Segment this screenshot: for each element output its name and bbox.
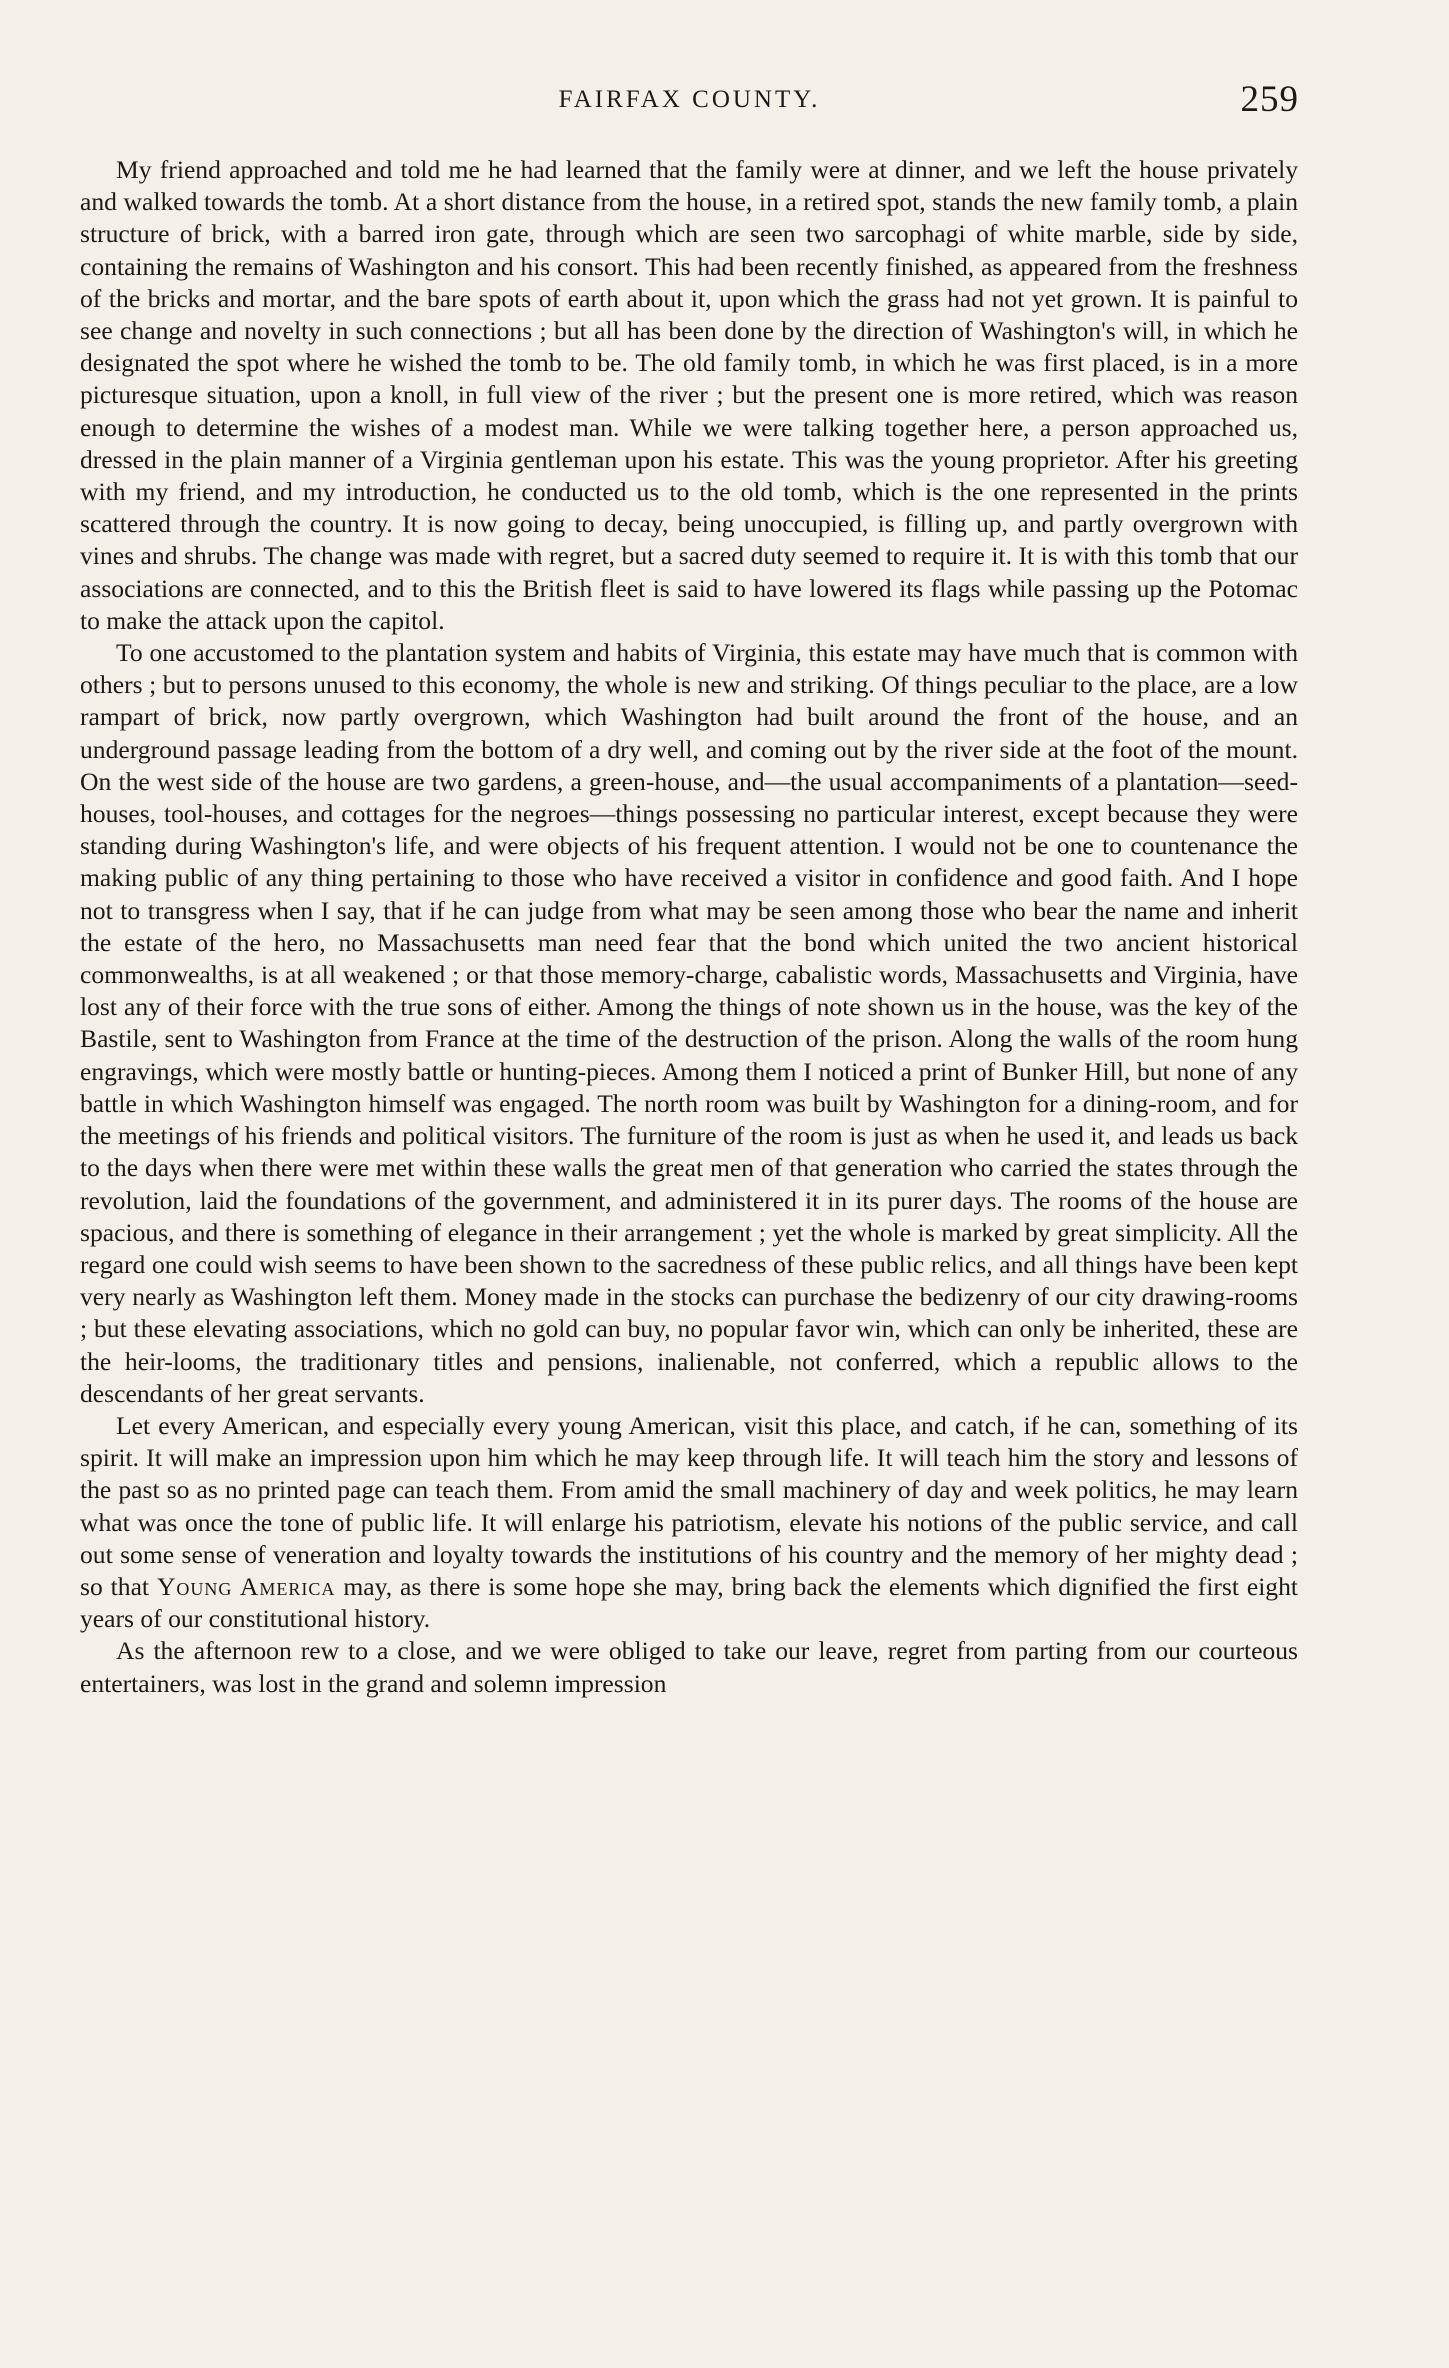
paragraph-young-america-text-before: Let every American, and especially every young American, visit this place, and catch, if he can, something of its spirit. It will make an impression upon him which he may keep through life. It will teach him the story and lessons of the past so as no printed page can teach them. From amid the small machinery of day and week politics, he may learn what was once the tone of public life. It will enlarge his patriotism, elevate his notions of the public service, and call out some sense of veneration and loyalty towards the institutions of his country and the memory of her mighty dead ; so that <box>80 1410 1298 1601</box>
page-header <box>80 78 1299 128</box>
paragraph-estate-description: To one accustomed to the plantation system and habits of Virginia, this estate may have much that is common with others ; but to persons unused to this economy, the whole is new and striking. Of things peculiar to the place, are a low rampart of brick, now partly overgrown, which Washington had built around the front of the house, and an underground passage leading from the bottom of a dry well, and coming out by the river side at the foot of the mount. On the west side of the house are two gardens, a green-house, and—the usual accompaniments of a plantation—seed-houses, tool-houses, and cottages for the negroes—things possessing no particular interest, except because they were standing during Washington's life, and were objects of his frequent attention. I would not be one to countenance the making public of any thing pertaining to those who have received a visitor in confidence and good faith. And I hope not to transgress when I say, that if he can judge from what may be seen among those who bear the name and inherit the estate of the hero, no Massachusetts man need fear that the bond which united the two ancient historical commonwealths, is at all weakened ; or that those memory-charge, cabalistic words, Massachusetts and Virginia, have lost any of their force with the true sons of either. Among the things of note shown us in the house, was the key of the Bastile, sent to Washington from France at the time of the destruction of the prison. Along the walls of the room hung engravings, which were mostly battle or hunting-pieces. Among them I noticed a print of Bunker Hill, but none of any battle in which Washington himself was engaged. The north room was built by Washington for a dining-room, and for the meetings of his friends and political visitors. The furniture of the room is just as when he used it, and leads us back to the days when there were met within these walls the great men of that generation who carried the states through the revolution, laid the foundations of the government, and administered it in its purer days. The rooms of the house are spacious, and there is something of elegance in their arrangement ; yet the whole is marked by great simplicity. All the regard one could wish seems to have been shown to the sacredness of these public relics, and all things have been kept very nearly as Washington left them. Money made in the stocks can purchase the bedizenry of our city drawing-rooms ; but these elevating associations, which no gold can buy, no popular favor win, which can only be inherited, these are the heir-looms, the traditionary titles and pensions, inalienable, not conferred, which a republic allows to the descendants of her great servants. <box>80 638 1298 1408</box>
body-text <box>80 154 1298 1700</box>
paragraph-afternoon: As the afternoon rew to a close, and we were obliged to take our leave, regret from parting from our courteous entertainers, was lost in the grand and solemn impression <box>80 1636 1298 1698</box>
paragraph-young-america-text-after: may, as there is some hope she may, bring back the elements which dignified the first eight years of our constitutional history. <box>80 1571 1299 1634</box>
paragraph-tomb-visit: My friend approached and told me he had learned that the family were at dinner, and we left the house privately and walked towards the tomb. At a short distance from the house, in a retired spot, stands the new family tomb, a plain structure of brick, with a barred iron gate, through which are seen two sarcophagi of white marble, side by side, containing the remains of Washington and his consort. This had been recently finished, as appeared from the freshness of the bricks and mortar, and the bare spots of earth about it, upon which the grass had not yet grown. It is painful to see change and novelty in such connections ; but all has been done by the direction of Washington's will, in which he designated the spot where he wished the tomb to be. The old family tomb, in which he was first placed, is in a more picturesque situation, upon a knoll, in full view of the river ; but the present one is more retired, which was reason enough to determine the wishes of a modest man. While we were talking together here, a person approached us, dressed in the plain manner of a Virginia gentleman upon his estate. This was the young proprietor. After his greeting with my friend, and my introduction, he conducted us to the old tomb, which is the one represented in the prints scattered through the country. It is now going to decay, being unoccupied, is filling up, and partly overgrown with vines and shrubs. The change was made with regret, but a sacred duty seemed to require it. It is with this tomb that our associations are connected, and to this the British fleet is said to have lowered its flags while passing up the Potomac to make the attack upon the capitol. <box>80 155 1298 635</box>
paragraph-young-america <box>80 1410 1298 1635</box>
running-head: FAIRFAX COUNTY. <box>558 86 821 113</box>
young-america-small-caps: Young America <box>156 1571 336 1601</box>
page-number: 259 <box>1240 79 1299 120</box>
